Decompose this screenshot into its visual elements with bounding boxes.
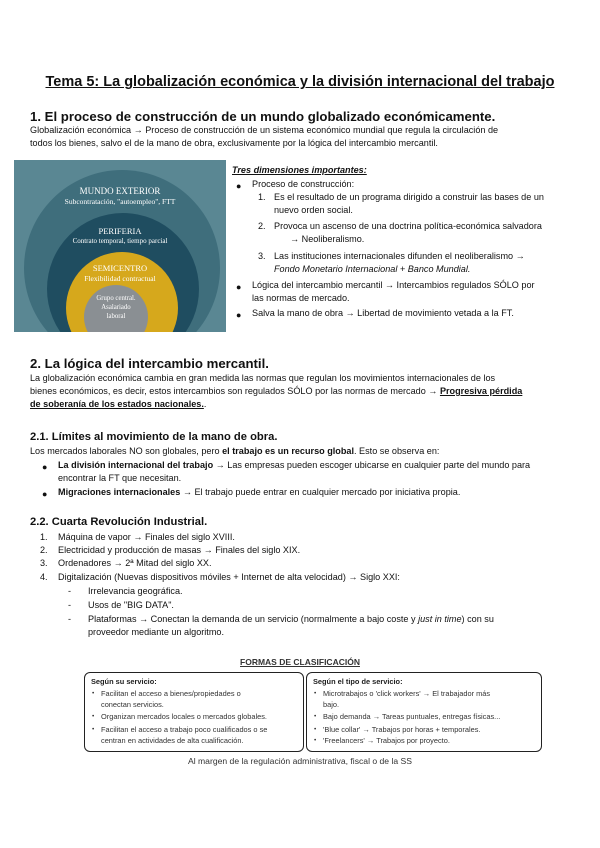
bullet-icon: ●: [236, 181, 242, 191]
section-2-line-3: [30, 398, 206, 412]
core-label-3: laboral: [106, 313, 126, 320]
left-item-2: Organizan mercados locales o mercados globales.: [101, 712, 267, 721]
bullet-icon: •: [92, 690, 95, 697]
left-item-3-line-1: Facilitan el acceso a trabajo poco cualificados o se: [101, 725, 268, 734]
section-2-1-heading: 2.1. Límites al movimiento de la mano de obra.: [30, 431, 278, 443]
labour-market-diagram: [14, 160, 226, 332]
core-label-2: Asalariado: [101, 304, 131, 311]
number-marker: 1.: [40, 532, 48, 542]
dimension-2-line-1: Lógica del intercambio mercantil → Intercambios regulados SÓLO por: [252, 280, 535, 290]
left-box-title: Según su servicio:: [91, 677, 157, 686]
section-2-1-intro: [30, 445, 439, 459]
platforms-text-italic: just in time: [418, 614, 462, 624]
revolution-1: Máquina de vapor → Finales del siglo XVIII.: [58, 532, 235, 542]
bullet-2-bold: Migraciones internacionales: [58, 487, 181, 497]
intro-text-bold: el trabajo es un recurso global: [222, 446, 354, 456]
dash-marker: -: [68, 614, 72, 624]
intro-text-a: Los mercados laborales NO son globales, pero: [30, 446, 223, 456]
core-label-1: Grupo central.: [96, 295, 136, 302]
bullet-icon: •: [314, 726, 317, 733]
digitalization-3-line-1: [88, 613, 494, 627]
bullet-icon: •: [92, 726, 95, 733]
outer-world-sub: Subcontratación, "autoempleo", FTT: [64, 197, 176, 206]
section-2-line-2-text: bienes económicos, es decir, estos intercambios son regulados SÓLO por las normas de mercado →: [30, 386, 440, 396]
dimension-1-item-1-line-2: nuevo orden social.: [274, 205, 353, 215]
section-1-heading: 1. El proceso de construcción de un mundo globalizado económicamente.: [30, 109, 496, 124]
dimension-3: Salva la mano de obra → Libertad de movimiento vetada a la FT.: [252, 308, 514, 318]
left-item-3-line-2: centran en actividades de alta cualificación.: [101, 736, 244, 745]
dash-marker: -: [68, 586, 72, 596]
dimension-1-item-2-line-1: Provoca un ascenso de una doctrina política-económica salvadora: [274, 221, 542, 231]
section-2-highlight-2: de soberanía de los estados nacionales.: [30, 399, 204, 409]
dash-marker: -: [68, 600, 72, 610]
platforms-text-a: Plataformas → Conectan la demanda de un servicio (normalmente a bajo coste y: [88, 614, 419, 624]
section-2-1-bullet-1-line-2: encontrar la FT que necesitan.: [58, 473, 182, 483]
bullet-icon: •: [314, 690, 317, 697]
bullet-icon: ●: [42, 462, 48, 472]
bullet-icon: ●: [236, 282, 242, 292]
section-2-1-bullet-2: [58, 486, 460, 500]
section-2-period: .: [203, 399, 207, 409]
dimension-2-line-2: las normas de mercado.: [252, 293, 350, 303]
number-marker: 3.: [258, 251, 266, 261]
dimension-1-item-1-line-1: Es el resultado de un programa dirigido a construir las bases de un: [274, 192, 544, 202]
right-item-2: Bajo demanda → Tareas puntuales, entregas físicas...: [323, 712, 501, 721]
bullet-2-text: → El trabajo puede entrar en cualquier mercado por iniciativa propia.: [180, 487, 461, 497]
right-item-1-line-2: bajo.: [323, 700, 340, 709]
semicenter-label: SEMICENTRO: [92, 263, 148, 273]
section-2-2-heading: 2.2. Cuarta Revolución Industrial.: [30, 516, 208, 528]
revolution-4: Digitalización (Nuevas dispositivos móviles + Internet de alta velocidad) → Siglo XXI:: [58, 572, 400, 582]
periphery-sub: Contrato temporal, tiempo parcial: [72, 237, 168, 245]
classification-footer: Al margen de la regulación administrativa, fiscal o de la SS: [187, 756, 413, 766]
section-2-line-1: La globalización económica cambia en gran medida las normas que regulan los movimientos internacionales de los: [30, 373, 496, 383]
digitalization-3-line-2: proveedor mediante un algoritmo.: [88, 627, 224, 637]
number-marker: 1.: [258, 192, 266, 202]
dimension-1-item-3-line-2: Fondo Monetario Internacional + Banco Mundial.: [274, 264, 471, 274]
platforms-text-c: ) con su: [461, 614, 494, 624]
classification-box-right: [306, 672, 542, 752]
section-2-highlight-1: Progresiva pérdida: [439, 386, 523, 396]
semicenter-sub: Flexibilidad contractual: [84, 274, 156, 283]
right-item-3: 'Blue collar' → Trabajos por horas + temporales.: [323, 725, 481, 734]
number-marker: 2.: [40, 545, 48, 555]
dimension-1: Proceso de construcción:: [252, 179, 355, 189]
section-2-1-bullet-1-line-1: [58, 459, 530, 473]
bullet-1-bold: La división internacional del trabajo: [58, 460, 214, 470]
intro-text-c: . Esto se observa en:: [354, 446, 440, 456]
right-item-4: 'Freelancers' → Trabajos por proyecto.: [323, 736, 450, 745]
bullet-icon: •: [314, 737, 317, 744]
section-2-line-2: [30, 385, 522, 399]
left-item-1-line-2: conectan servicios.: [101, 700, 164, 709]
dimension-1-item-2-line-2: → Neoliberalismo.: [290, 234, 365, 244]
digitalization-1: Irrelevancia geográfica.: [88, 586, 183, 596]
left-item-1-line-1: Facilitan el acceso a bienes/propiedades o: [101, 689, 241, 698]
revolution-2: Electricidad y producción de masas → Finales del siglo XIX.: [58, 545, 301, 555]
bullet-icon: •: [314, 713, 317, 720]
bullet-1-text: → Las empresas pueden escoger ubicarse en cualquier parte del mundo para: [213, 460, 531, 470]
right-box-title: Según el tipo de servicio:: [313, 677, 403, 686]
number-marker: 3.: [40, 558, 48, 568]
classification-box-left: [84, 672, 304, 752]
bullet-icon: ●: [236, 310, 242, 320]
dimension-1-item-3-line-1: Las instituciones internacionales difunden el neoliberalismo →: [274, 251, 525, 261]
section-1-para-line-2: todos los bienes, salvo el de la mano de obra, exclusivamente por la lógica del intercambio mercantil.: [30, 138, 438, 148]
bullet-icon: •: [92, 713, 95, 720]
digitalization-2: Usos de "BIG DATA".: [88, 600, 174, 610]
classification-heading: FORMAS DE CLASIFICACIÓN: [240, 657, 360, 667]
page-title: Tema 5: La globalización económica y la división internacional del trabajo: [45, 74, 555, 90]
outer-world-label: MUNDO EXTERIOR: [79, 186, 161, 196]
section-2-heading: 2. La lógica del intercambio mercantil.: [30, 356, 269, 371]
section-1-para-line-1: Globalización económica → Proceso de construcción de un sistema económico mundial que regula la circulación de: [30, 125, 499, 135]
right-item-1-line-1: Microtrabajos o 'click workers' → El trabajador más: [323, 689, 491, 698]
revolution-3: Ordenadores → 2ª Mitad del siglo XX.: [58, 558, 212, 568]
number-marker: 2.: [258, 221, 266, 231]
number-marker: 4.: [40, 572, 48, 582]
bullet-icon: ●: [42, 489, 48, 499]
dimensions-heading: Tres dimensiones importantes:: [232, 165, 367, 175]
periphery-label: PERIFERIA: [98, 226, 142, 236]
